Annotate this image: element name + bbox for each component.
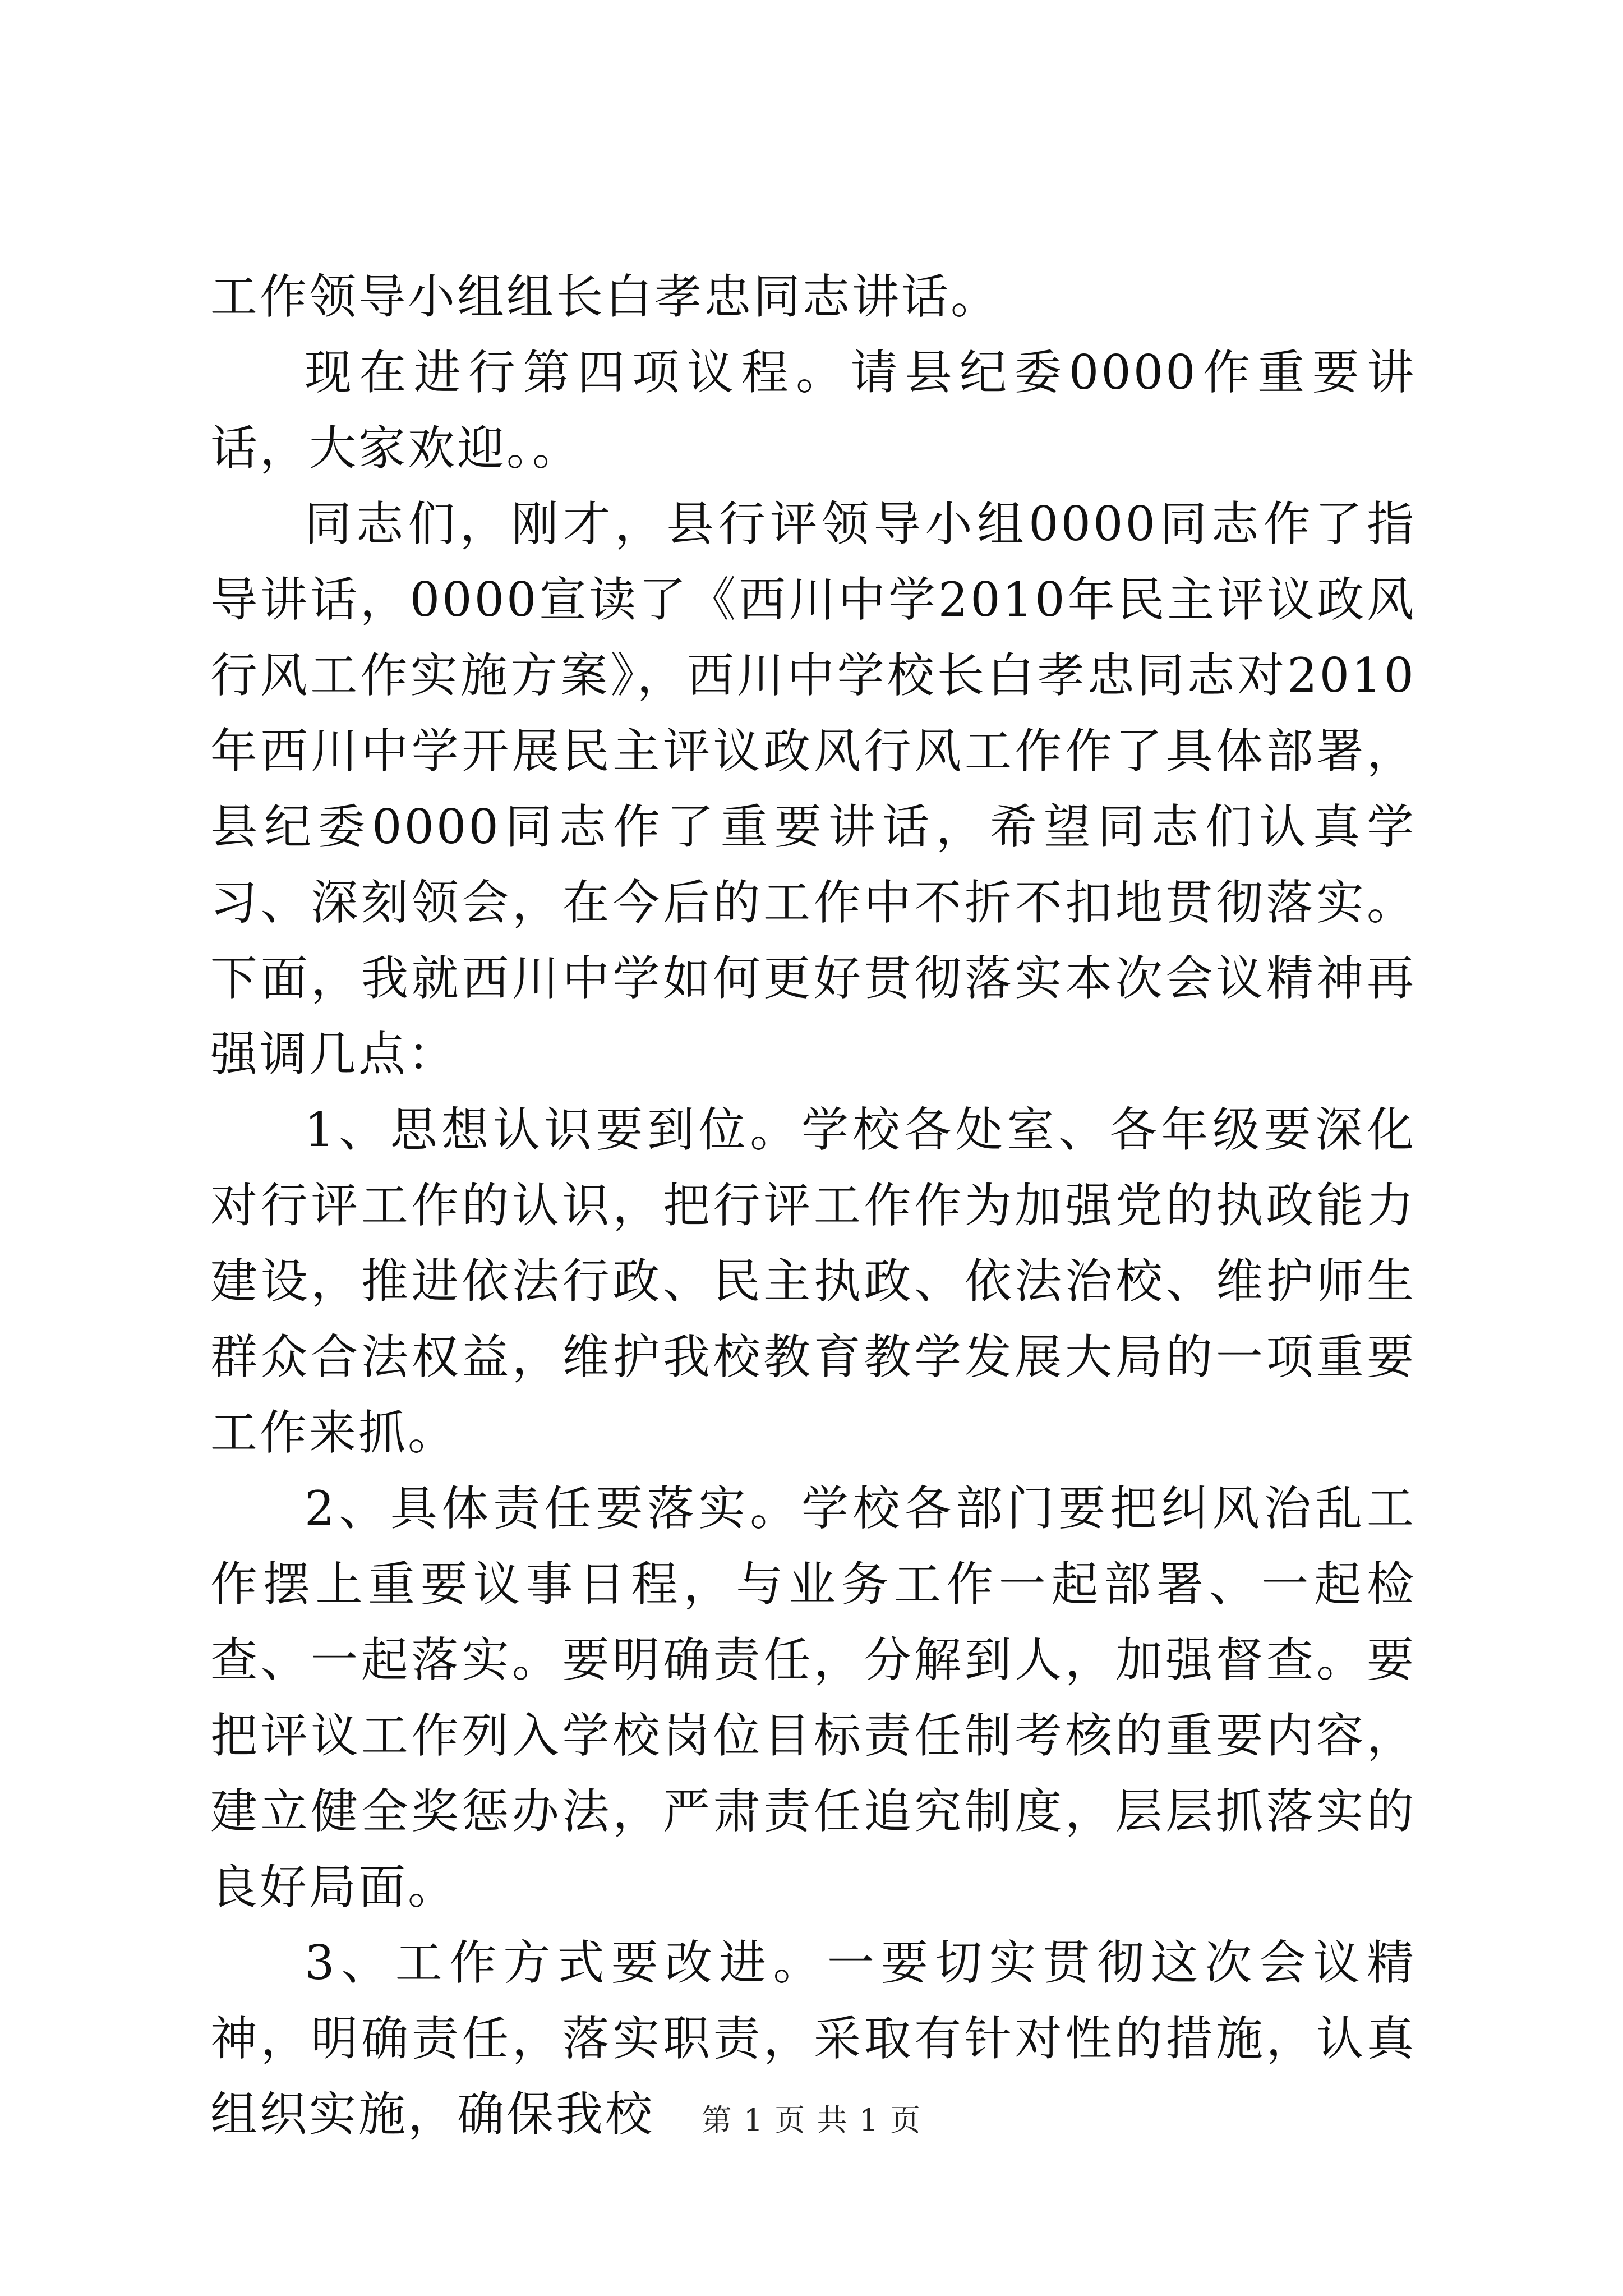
paragraph-agenda-item-four: 现在进行第四项议程。请县纪委0000作重要讲话，大家欢迎。。 bbox=[210, 345, 1416, 476]
paragraph-continuation: 工作领导小组组长白孝忠同志讲话。 bbox=[210, 269, 1000, 324]
paragraph-point-3: 3、工作方式要改进。一要切实贯彻这次会议精神，明确责任，落实职责，采取有针对性的措施，认真组织实施，确保我校 bbox=[210, 1935, 1416, 2142]
page-number-footer: 第 1 页 共 1 页 bbox=[701, 2102, 922, 2138]
paragraph-point-2: 2、具体责任要落实。学校各部门要把纠风治乱工作摆上重要议事日程，与业务工作一起部署、一起检查、一起落实。要明确责任，分解到人，加强督查。要把评议工作列入学校岗位目标责任制考核的重要内容，建立健全奖惩办法，严肃责任追究制度，层层抓落实的良好局面。 bbox=[210, 1481, 1416, 1915]
paragraph-summary: 同志们，刚才，县行评领导小组0000同志作了指导讲话，0000宣读了《西川中学2010年民主评议政风行风工作实施方案》，西川中学校长白孝忠同志对2010年西川中学开展民主评议政风行风工作作了具体部署，县纪委0000同志作了重要讲话，希望同志们认真学习、深刻领会，在今后的工作中不折不扣地贯彻落实。下面，我就西川中学如何更好贯彻落实本次会议精神再强调几点： bbox=[210, 496, 1416, 1082]
document-body bbox=[210, 259, 1416, 2152]
paragraph-point-1: 1、思想认识要到位。学校各处室、各年级要深化对行评工作的认识，把行评工作作为加强党的执政能力建设，推进依法行政、民主执政、依法治校、维护师生群众合法权益，维护我校教育教学发展大局的一项重要工作来抓。 bbox=[210, 1102, 1416, 1460]
